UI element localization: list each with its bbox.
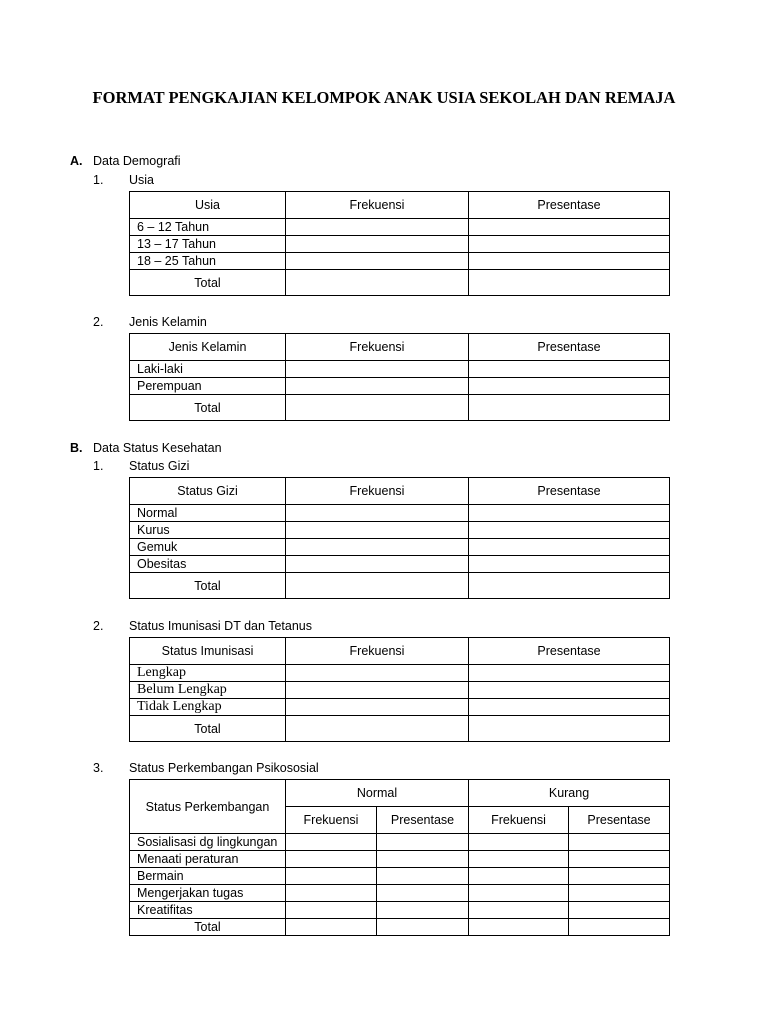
presentase-cell[interactable] [469,236,670,253]
kurang-frekuensi-cell[interactable] [469,834,569,851]
normal-presentase-cell[interactable] [377,834,469,851]
column-header: Jenis Kelamin [130,334,286,361]
subsection-label: Status Imunisasi DT dan Tetanus [129,619,312,633]
normal-presentase-cell[interactable] [377,919,469,936]
subsection-label: Status Gizi [129,459,190,473]
subsection-usia-heading [93,173,154,187]
table-row [130,834,670,851]
row-label: 13 – 17 Tahun [130,236,286,253]
column-header: Presentase [569,807,670,834]
normal-presentase-cell[interactable] [377,868,469,885]
table-row [130,902,670,919]
total-label: Total [130,395,286,421]
table-row [130,361,670,378]
frekuensi-cell[interactable] [286,395,469,421]
column-header: Frekuensi [286,192,469,219]
row-label: Obesitas [130,556,286,573]
row-label: Tidak Lengkap [130,699,286,716]
normal-frekuensi-cell[interactable] [286,885,377,902]
total-label: Total [130,573,286,599]
row-label: Kreatifitas [130,902,286,919]
kurang-frekuensi-cell[interactable] [469,868,569,885]
subsection-gizi-heading [93,459,189,473]
frekuensi-cell[interactable] [286,699,469,716]
row-label: Laki-laki [130,361,286,378]
column-header: Usia [130,192,286,219]
subsection-jenis-kelamin-heading [93,315,207,329]
column-header: Presentase [469,638,670,665]
section-b-heading [70,441,222,455]
kurang-frekuensi-cell[interactable] [469,902,569,919]
frekuensi-cell[interactable] [286,219,469,236]
subsection-number: 1. [93,459,104,473]
normal-frekuensi-cell[interactable] [286,919,377,936]
table-row [130,699,670,716]
frekuensi-cell[interactable] [286,236,469,253]
section-a-letter: A. [70,154,83,168]
kurang-presentase-cell[interactable] [569,868,670,885]
subsection-label: Status Perkembangan Psikososial [129,761,319,775]
normal-frekuensi-cell[interactable] [286,902,377,919]
presentase-cell[interactable] [469,699,670,716]
table-row [130,505,670,522]
kurang-presentase-cell[interactable] [569,919,670,936]
total-row [130,573,670,599]
normal-frekuensi-cell[interactable] [286,868,377,885]
normal-frekuensi-cell[interactable] [286,834,377,851]
kurang-presentase-cell[interactable] [569,851,670,868]
group-header-normal: Normal [286,780,469,807]
row-label: Belum Lengkap [130,682,286,699]
row-label: 18 – 25 Tahun [130,253,286,270]
subsection-number: 2. [93,315,104,329]
subsection-number: 1. [93,173,104,187]
jenis-kelamin-table [129,333,670,421]
normal-presentase-cell[interactable] [377,902,469,919]
row-label: Mengerjakan tugas [130,885,286,902]
table-row [130,253,670,270]
presentase-cell[interactable] [469,395,670,421]
subsection-number: 3. [93,761,104,775]
section-a-heading [70,154,181,168]
presentase-cell[interactable] [469,505,670,522]
kurang-frekuensi-cell[interactable] [469,885,569,902]
kurang-presentase-cell[interactable] [569,902,670,919]
presentase-cell[interactable] [469,270,670,296]
column-header: Presentase [469,334,670,361]
normal-presentase-cell[interactable] [377,885,469,902]
presentase-cell[interactable] [469,556,670,573]
table-row [130,378,670,395]
frekuensi-cell[interactable] [286,378,469,395]
column-header: Frekuensi [286,638,469,665]
row-label: Gemuk [130,539,286,556]
total-label: Total [130,270,286,296]
presentase-cell[interactable] [469,361,670,378]
column-header: Presentase [469,192,670,219]
normal-frekuensi-cell[interactable] [286,851,377,868]
subsection-label: Jenis Kelamin [129,315,207,329]
group-header-kurang: Kurang [469,780,670,807]
presentase-cell[interactable] [469,253,670,270]
frekuensi-cell[interactable] [286,505,469,522]
presentase-cell[interactable] [469,378,670,395]
usia-table [129,191,670,296]
presentase-cell[interactable] [469,573,670,599]
row-label: Bermain [130,868,286,885]
total-label: Total [130,716,286,742]
presentase-cell[interactable] [469,219,670,236]
normal-presentase-cell[interactable] [377,851,469,868]
row-label: Menaati peraturan [130,851,286,868]
table-row [130,556,670,573]
status-psikososial-table [129,779,670,936]
table-row [130,885,670,902]
row-label: Sosialisasi dg lingkungan [130,834,286,851]
row-label: 6 – 12 Tahun [130,219,286,236]
column-header: Status Gizi [130,478,286,505]
frekuensi-cell[interactable] [286,539,469,556]
section-b-letter: B. [70,441,83,455]
presentase-cell[interactable] [469,522,670,539]
kurang-frekuensi-cell[interactable] [469,851,569,868]
status-gizi-table [129,477,670,599]
section-a-label: Data Demografi [93,154,181,168]
page-title: FORMAT PENGKAJIAN KELOMPOK ANAK USIA SEKOLAH DAN REMAJA [92,88,676,107]
row-label: Perempuan [130,378,286,395]
table-row [130,868,670,885]
frekuensi-cell[interactable] [286,361,469,378]
table-row [130,236,670,253]
column-header: Frekuensi [286,334,469,361]
presentase-cell[interactable] [469,539,670,556]
kurang-frekuensi-cell[interactable] [469,919,569,936]
frekuensi-cell[interactable] [286,522,469,539]
total-row [130,716,670,742]
row-label: Lengkap [130,665,286,682]
column-header: Status Imunisasi [130,638,286,665]
subsection-number: 2. [93,619,104,633]
column-header: Presentase [469,478,670,505]
row-label: Kurus [130,522,286,539]
table-row [130,851,670,868]
frekuensi-cell[interactable] [286,253,469,270]
column-header: Frekuensi [286,807,377,834]
subsection-imunisasi-heading [93,619,312,633]
frekuensi-cell[interactable] [286,573,469,599]
kurang-presentase-cell[interactable] [569,834,670,851]
column-header: Presentase [377,807,469,834]
section-b-label: Data Status Kesehatan [93,441,222,455]
frekuensi-cell[interactable] [286,682,469,699]
table-row [130,219,670,236]
table-row [130,682,670,699]
row-label: Normal [130,505,286,522]
presentase-cell[interactable] [469,716,670,742]
kurang-presentase-cell[interactable] [569,885,670,902]
total-row [130,395,670,421]
presentase-cell[interactable] [469,682,670,699]
subsection-psikososial-heading [93,761,319,775]
frekuensi-cell[interactable] [286,716,469,742]
table-row [130,539,670,556]
frekuensi-cell[interactable] [286,270,469,296]
column-header: Frekuensi [469,807,569,834]
total-row [130,919,670,936]
subsection-label: Usia [129,173,155,187]
table-row [130,665,670,682]
frekuensi-cell[interactable] [286,665,469,682]
total-row [130,270,670,296]
column-header: Frekuensi [286,478,469,505]
status-imunisasi-table [129,637,670,742]
table-row [130,522,670,539]
presentase-cell[interactable] [469,665,670,682]
total-label: Total [130,919,286,936]
column-header: Status Perkembangan [130,780,286,834]
frekuensi-cell[interactable] [286,556,469,573]
